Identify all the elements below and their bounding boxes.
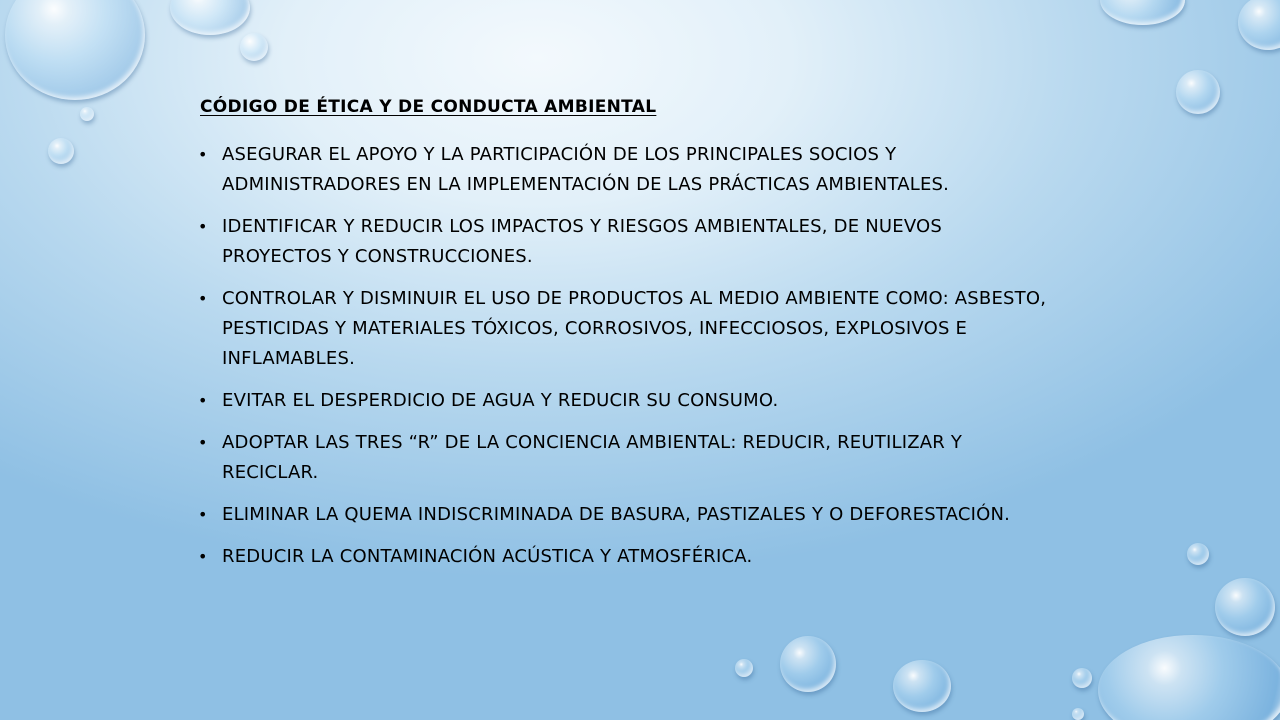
water-drop	[1072, 668, 1092, 688]
bullet-item	[195, 428, 1055, 488]
water-drop	[780, 636, 836, 692]
bullet-list	[195, 140, 1055, 584]
water-drop	[893, 660, 951, 712]
bullet-text: ADOPTAR LAS TRES “R” DE LA CONCIENCIA AMBIENTAL: REDUCIR, REUTILIZAR Y RECICLAR.	[222, 432, 963, 483]
water-drop	[1187, 543, 1209, 565]
bullet-text: IDENTIFICAR Y REDUCIR LOS IMPACTOS Y RIESGOS AMBIENTALES, DE NUEVOS PROYECTOS Y CONSTRUCCIONES.	[222, 216, 943, 267]
water-drop	[5, 0, 145, 100]
bullet-item	[195, 140, 1055, 200]
bullet-item	[195, 500, 1055, 530]
water-drop	[1100, 0, 1185, 25]
bullet-dot-icon: •	[198, 391, 208, 410]
bullet-item	[195, 542, 1055, 572]
bullet-text: ASEGURAR EL APOYO Y LA PARTICIPACIÓN DE LOS PRINCIPALES SOCIOS Y ADMINISTRADORES EN LA IMPLEMENTACIÓN DE LAS PRÁCTICAS AMBIENTALES.	[222, 144, 950, 195]
bullet-dot-icon: •	[198, 289, 208, 308]
water-drop	[1238, 0, 1280, 50]
slide-title: CÓDIGO DE ÉTICA Y DE CONDUCTA AMBIENTAL	[200, 97, 657, 117]
bullet-dot-icon: •	[198, 505, 208, 524]
bullet-item	[195, 386, 1055, 416]
bullet-dot-icon: •	[198, 433, 208, 452]
bullet-dot-icon: •	[198, 547, 208, 566]
water-drop	[1176, 70, 1220, 114]
water-drop	[48, 138, 74, 164]
bullet-item	[195, 284, 1055, 374]
bullet-dot-icon: •	[198, 217, 208, 236]
water-drop	[735, 659, 753, 677]
bullet-item	[195, 212, 1055, 272]
bullet-text: EVITAR EL DESPERDICIO DE AGUA Y REDUCIR SU CONSUMO.	[222, 390, 779, 411]
bullet-text: REDUCIR LA CONTAMINACIÓN ACÚSTICA Y ATMOSFÉRICA.	[222, 546, 753, 567]
water-drop	[80, 107, 94, 121]
bullet-text: CONTROLAR Y DISMINUIR EL USO DE PRODUCTOS AL MEDIO AMBIENTE COMO: ASBESTO, PESTICIDAS Y MATERIALES TÓXICOS, CORROSIVOS, INFECCIOSOS, EXPLOSIVOS E INFLAMABLES.	[222, 288, 1047, 369]
water-drop	[1215, 578, 1275, 636]
water-drop	[1072, 708, 1084, 720]
water-drop	[240, 33, 268, 61]
bullet-dot-icon: •	[198, 145, 208, 164]
bullet-text: ELIMINAR LA QUEMA INDISCRIMINADA DE BASURA, PASTIZALES Y O DEFORESTACIÓN.	[222, 504, 1011, 525]
water-drop	[170, 0, 250, 35]
water-drop	[1098, 635, 1280, 720]
